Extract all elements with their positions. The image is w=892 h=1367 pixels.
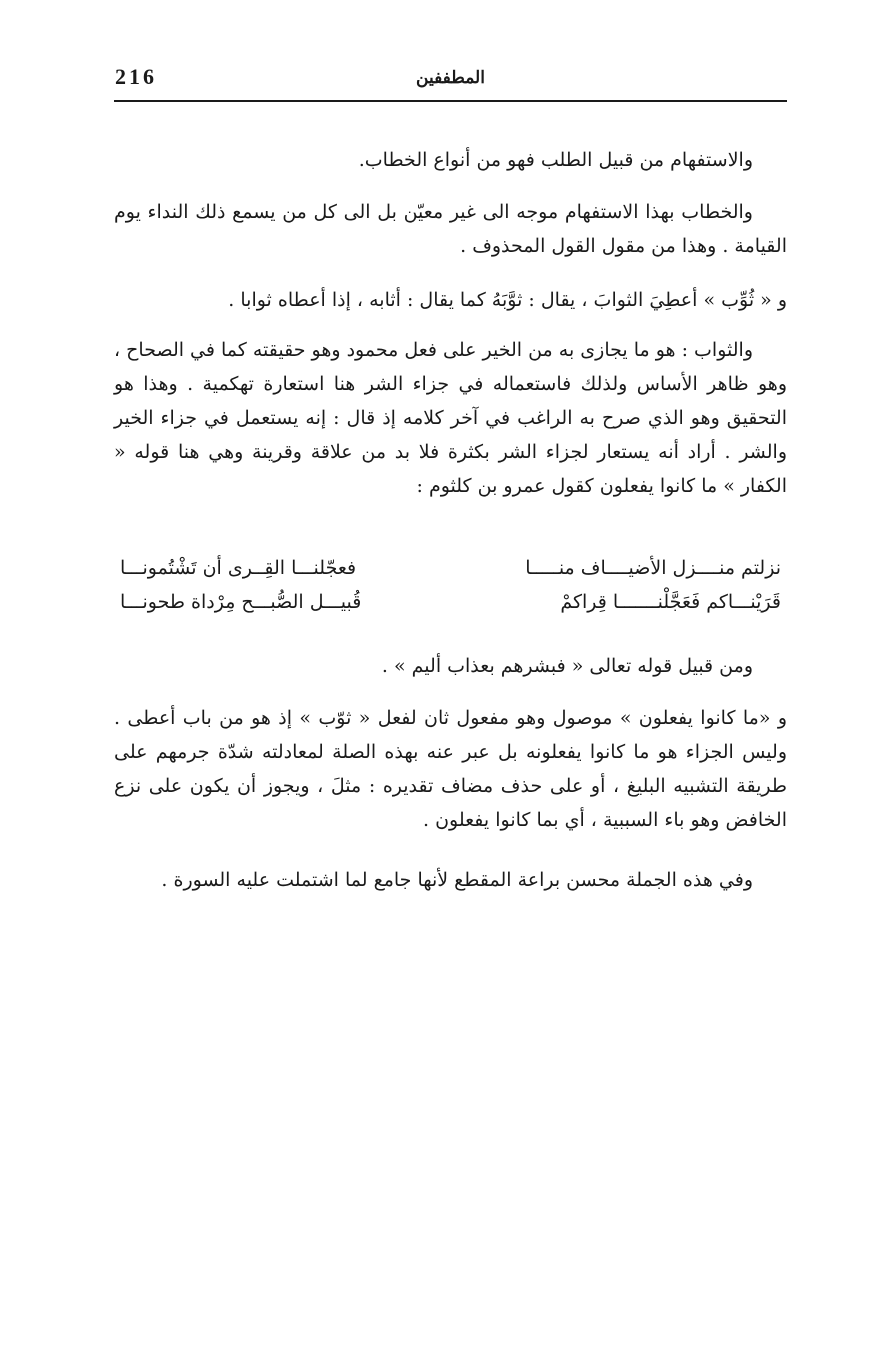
- poem-hemistich: نزلتم منــــزل الأضيــــاف منـــــا: [525, 557, 781, 579]
- page-header: [114, 60, 787, 100]
- header-rule: [114, 100, 787, 102]
- body-text: [114, 143, 787, 903]
- paragraph-4: والثواب : هو ما يجازى به من الخير على فعل محمود وهو حقيقته كما في الصحاح ، وهو ظاهر الأساس ولذلك فاستعماله في جزاء الشر هنا استعارة تهكمية . وهذا هو التحقيق وهو الذي صرح به الراغب في آخر كلامه إذ قال : إنه يستعمل في جزاء الخير والشر . أراد أنه يستعار لجزاء الشر بكثرة فلا بد من علاقة وقرينة وهي هنا قوله « الكفار » ما كانوا يفعلون كقول عمرو بن كلثوم :: [113, 339, 787, 497]
- poem-hemistich: قُبيـــل الصُّبـــح مِرْداة طحونـــا: [120, 591, 362, 613]
- paragraph-6: و «ما كانوا يفعلون » موصول وهو مفعول ثان لفعل « ثوّب » إذ هو من باب أعطى . وليس الجزاء هو ما كانوا يفعلونه بل عبر عنه بهذه الصلة لمعادلته شدّة جرمهم على طريقة التشبيه البليغ ، أو على حذف مضاف تقديره : مثلَ ، ويجوز أن يكون على نزع الخافض وهو باء السببية ، أي بما كانوا يفعلون .: [114, 707, 787, 831]
- poem-hemistich: قَرَيْنـــاكم فَعَجَّلْنـــــــا قِراكمْ: [560, 591, 781, 613]
- paragraph-1: والاستفهام من قبيل الطلب فهو من أنواع الخطاب.: [358, 149, 753, 171]
- running-title: المطففين: [416, 68, 485, 88]
- poem-hemistich: فعجّلنـــا القِــرى أن تَشْتُمونـــا: [120, 557, 357, 579]
- poem-line-1: [114, 551, 787, 585]
- paragraph-3: و « ثُوِّب » أعطِيَ الثوابَ ، يقال : ثوَّبَهُ كما يقال : أثابه ، إذا أعطاه ثوابا .: [228, 289, 787, 311]
- poem-line-2: [114, 585, 787, 619]
- paragraph-2: والخطاب بهذا الاستفهام موجه الى غير معيّن بل الى كل من يسمع ذلك النداء يوم القيامة . وهذا من مقول القول المحذوف .: [114, 201, 787, 257]
- paragraph-5: ومن قبيل قوله تعالى « فبشرهم بعذاب أليم » .: [381, 655, 753, 677]
- page-number: 216: [115, 64, 157, 89]
- paragraph-7: وفي هذه الجملة محسن براعة المقطع لأنها جامع لما اشتملت عليه السورة .: [161, 869, 753, 891]
